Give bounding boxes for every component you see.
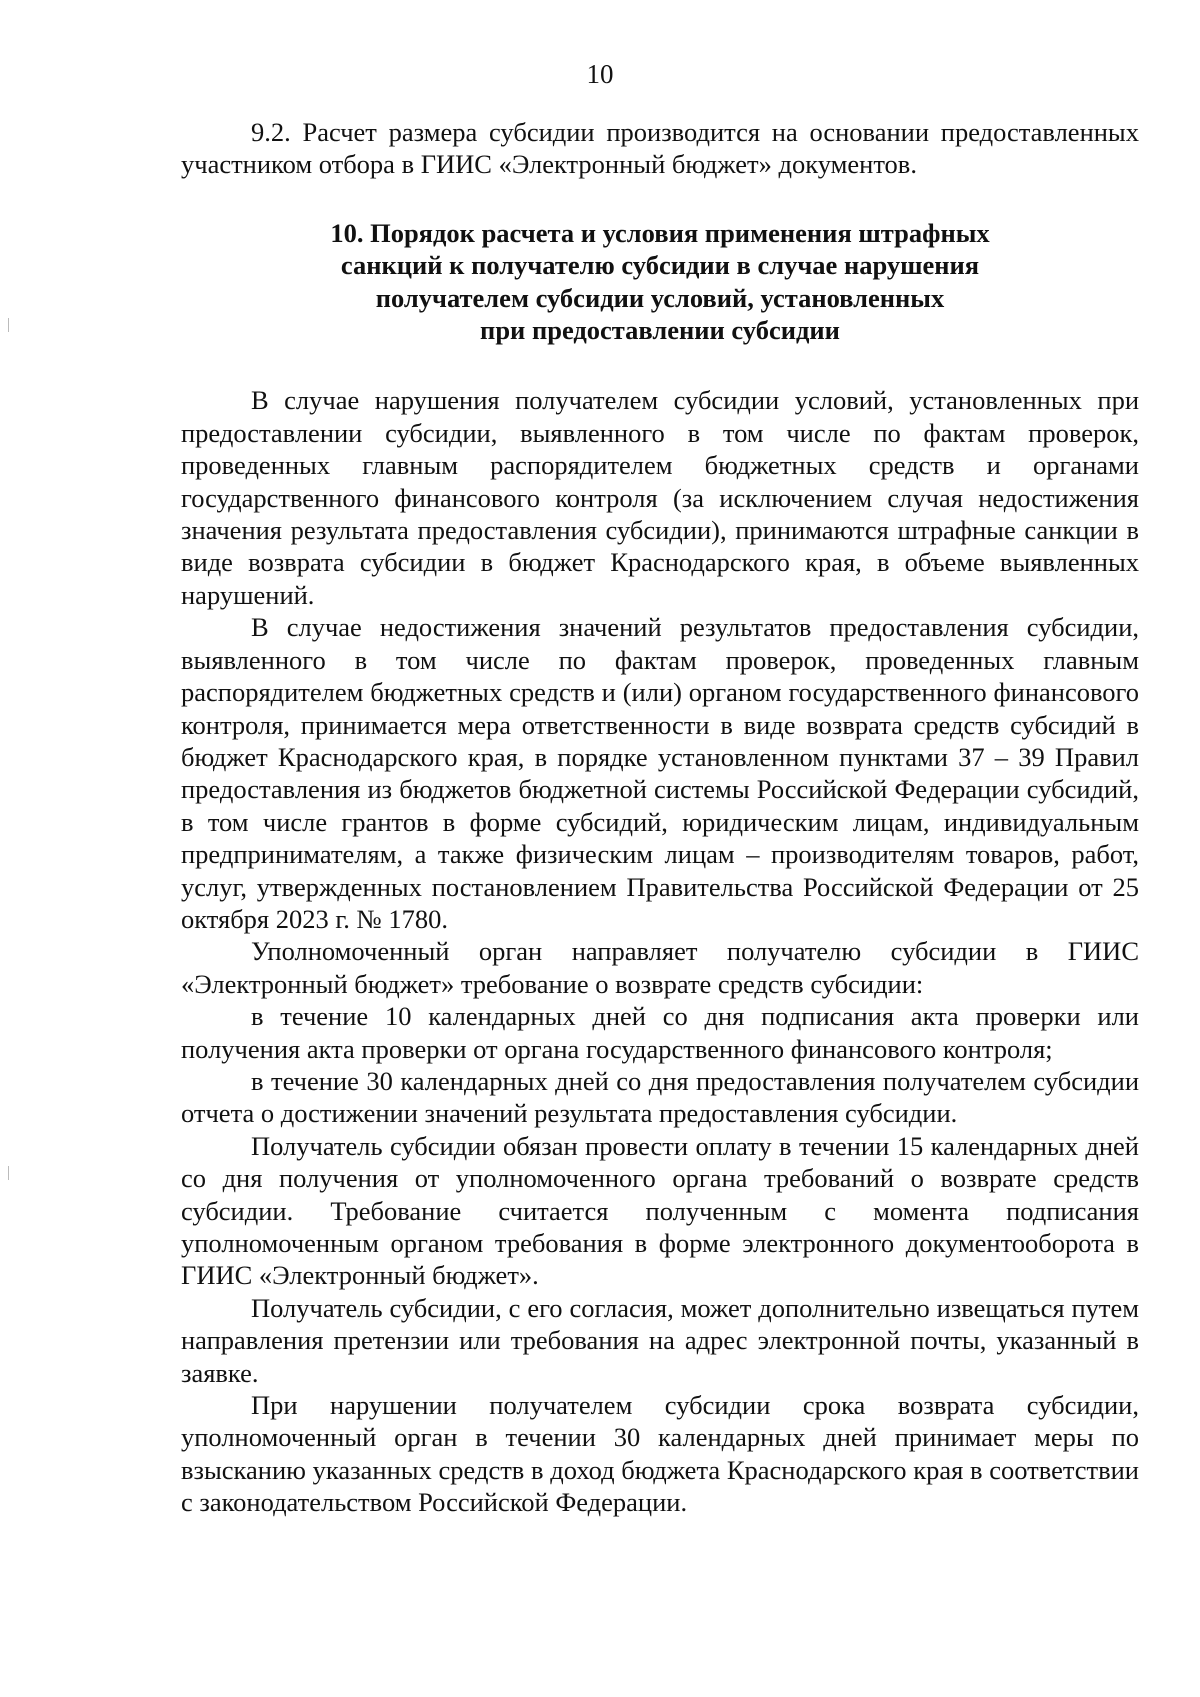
section-body	[181, 384, 1139, 1518]
section-heading-line: санкций к получателю субсидии в случае нарушения	[340, 250, 980, 281]
paragraph-refund-demand: Уполномоченный орган направляет получателю субсидии в ГИИС «Электронный бюджет» требование о возврате средств субсидии:	[181, 936, 1139, 999]
intro-paragraph: 9.2. Расчет размера субсидии производится на основании предоставленных участником отбора в ГИИС «Электронный бюджет» документов.	[181, 117, 1139, 180]
paragraph-recovery-measures: При нарушении получателем субсидии срока возврата субсидии, уполномоченный орган в течении 30 календарных дней принимает меры по взысканию указанных средств в доход бюджета Краснодарского края в соответствии с законодательством Российской Федерации.	[181, 1390, 1139, 1518]
scan-edge-mark	[8, 1166, 9, 1180]
document-body	[181, 116, 1139, 1519]
paragraph-email-notice: Получатель субсидии, с его согласия, может дополнительно извещаться путем направления претензии или требования на адрес электронной почты, указанный в заявке.	[181, 1292, 1139, 1388]
section-heading-line: 10. Порядок расчета и условия применения штрафных	[330, 217, 990, 248]
section-heading	[181, 217, 1139, 347]
page-number: 10	[586, 59, 614, 89]
paragraph-penalty-violation: В случае нарушения получателем субсидии условий, установленных при предоставлении субсидии, выявленного в том числе по фактам проверок, проведенных главным распорядителем бюджетных средств и органами государственного финансового контроля (за исключением случая недостижения значения результата предоставления субсидии), принимаются штрафные санкции в виде возврата субсидии в бюджет Краснодарского края, в объеме выявленных нарушений.	[181, 385, 1139, 610]
paragraph-demand-term-inspection: в течение 10 календарных дней со дня подписания акта проверки или получения акта проверки от органа государственного финансового контроля;	[181, 1001, 1139, 1064]
section-heading-line: получателем субсидии условий, установленных	[375, 282, 945, 313]
section-heading-line: при предоставлении субсидии	[480, 315, 840, 346]
scan-edge-mark	[8, 318, 9, 332]
paragraph-result-not-achieved: В случае недостижения значений результатов предоставления субсидии, выявленного в том числе по фактам проверок, проведенных главным распорядителем бюджетных средств и (или) органом государственного финансового контроля, принимается мера ответственности в виде возврата средств субсидий в бюджет Краснодарского края, в порядке установленном пунктами 37 – 39 Правил предоставления из бюджетов бюджетной системы Российской Федерации субсидий, в том числе грантов в форме субсидий, юридическим лицам, индивидуальным предпринимателям, а также физическим лицам – производителям товаров, работ, услуг, утвержденных постановлением Правительства Российской Федерации от 25 октября 2023 г. № 1780.	[181, 612, 1139, 934]
paragraph-demand-term-report: в течение 30 календарных дней со дня предоставления получателем субсидии отчета о достижении значений результата предоставления субсидии.	[181, 1065, 1139, 1129]
paragraph-payment-obligation: Получатель субсидии обязан провести оплату в течении 15 календарных дней со дня получения от уполномоченного органа требований о возврате средств субсидии. Требование считается полученным с момента подписания уполномоченным органом требования в форме электронного документооборота в ГИИС «Электронный бюджет».	[181, 1130, 1139, 1291]
